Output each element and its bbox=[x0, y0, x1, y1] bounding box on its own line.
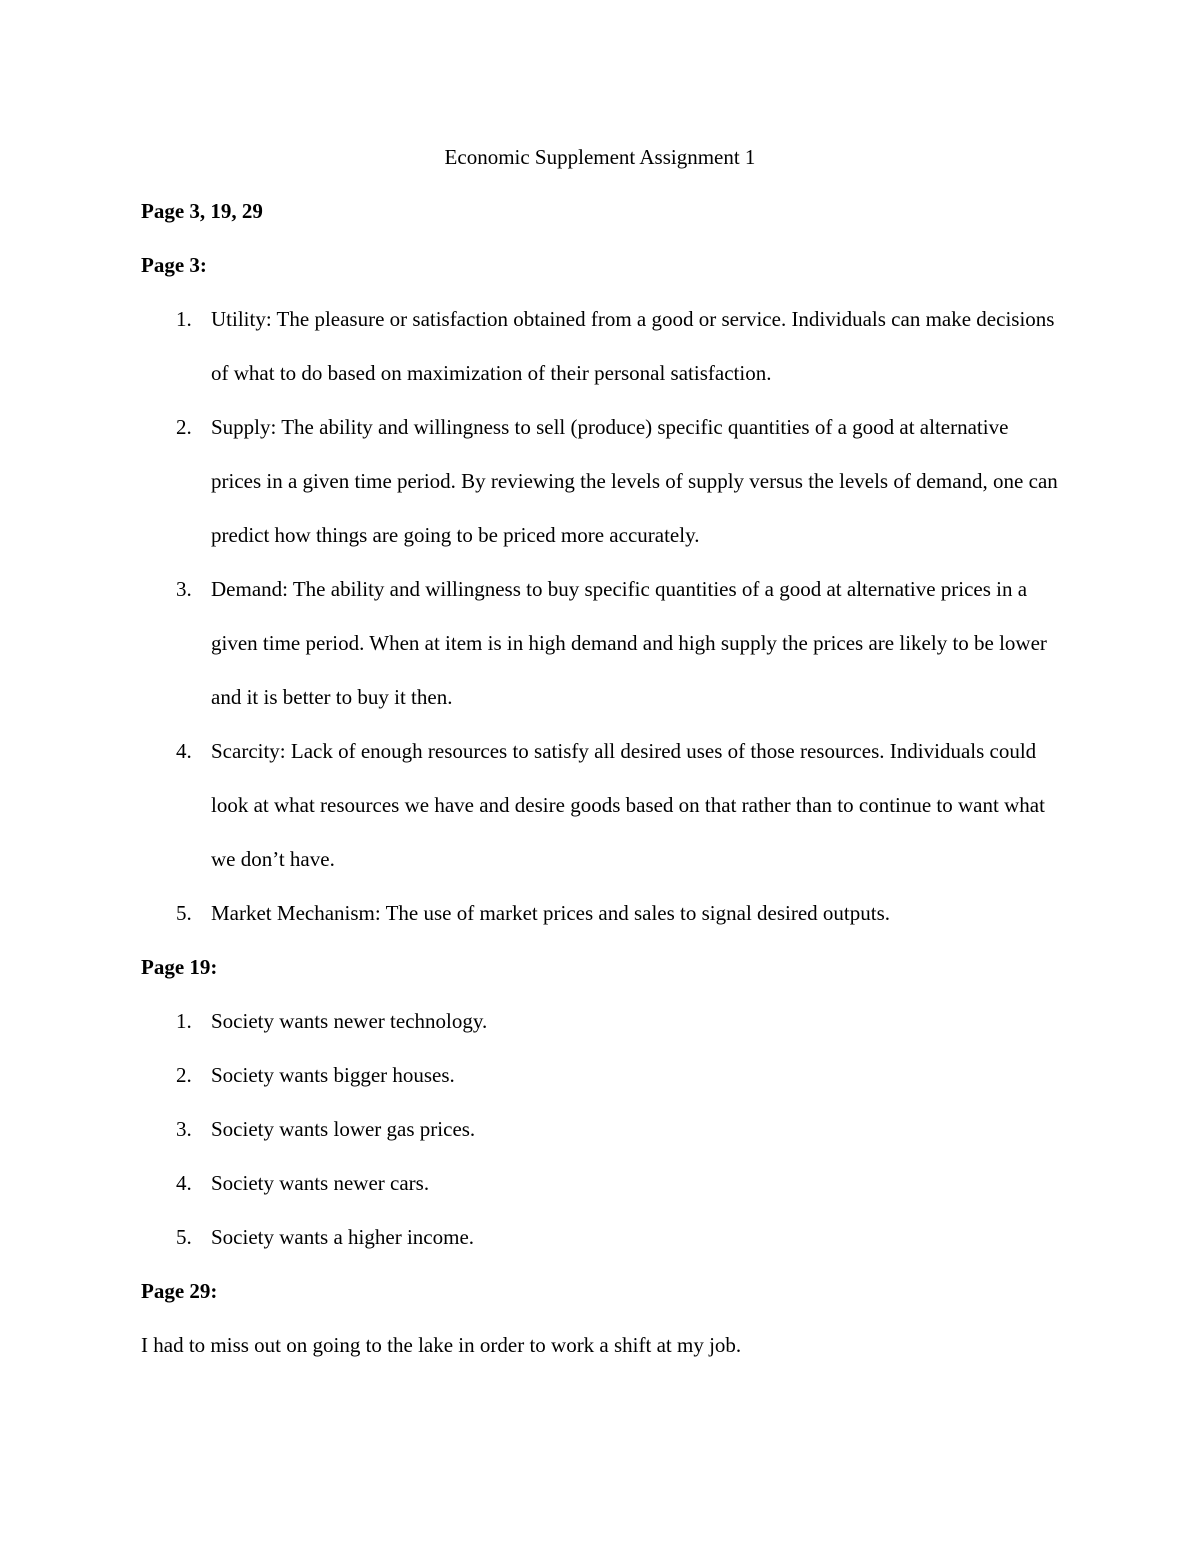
section-heading-page-29: Page 29: bbox=[141, 1279, 218, 1303]
document-title: Economic Supplement Assignment 1 bbox=[444, 145, 756, 169]
section-heading-page-3: Page 3: bbox=[141, 253, 207, 277]
list-item bbox=[141, 886, 1061, 940]
list-item-number: 5. bbox=[176, 901, 192, 925]
list-item-text: Market Mechanism: The use of market prices and sales to signal desired outputs. bbox=[211, 901, 891, 925]
page-29-paragraph: I had to miss out on going to the lake in order to work a shift at my job. bbox=[141, 1333, 742, 1357]
list-item-number: 4. bbox=[176, 739, 192, 763]
list-item bbox=[141, 1210, 1061, 1264]
document-body bbox=[141, 130, 1061, 1372]
list-item bbox=[141, 562, 1061, 724]
list-item-text: Society wants newer technology. bbox=[211, 1009, 488, 1033]
list-item bbox=[141, 994, 1061, 1048]
section-heading-page-19: Page 19: bbox=[141, 955, 218, 979]
list-item-text: Society wants a higher income. bbox=[211, 1225, 475, 1249]
list-item-text: Demand: The ability and willingness to buy specific quantities of a good at alternative prices in a given time period. When at item is in high demand and high supply the prices are likely to be lower and it is better to buy it then. bbox=[211, 577, 1047, 709]
list-item-number: 5. bbox=[176, 1225, 192, 1249]
list-item bbox=[141, 400, 1061, 562]
list-item bbox=[141, 724, 1061, 886]
list-item-number: 3. bbox=[176, 1117, 192, 1141]
list-item-text: Supply: The ability and willingness to sell (produce) specific quantities of a good at alternative prices in a given time period. By reviewing the levels of supply versus the levels of demand, one can predict how things are going to be priced more accurately. bbox=[211, 415, 1058, 547]
list-item-number: 4. bbox=[176, 1171, 192, 1195]
list-item-number: 1. bbox=[176, 307, 192, 331]
page-19-list bbox=[141, 994, 1061, 1264]
list-item-text: Society wants bigger houses. bbox=[211, 1063, 455, 1087]
page-3-list bbox=[141, 292, 1061, 940]
list-item-text: Utility: The pleasure or satisfaction obtained from a good or service. Individuals can make decisions of what to do based on maximization of their personal satisfaction. bbox=[211, 307, 1055, 385]
list-item bbox=[141, 1156, 1061, 1210]
list-item bbox=[141, 292, 1061, 400]
list-item-number: 2. bbox=[176, 1063, 192, 1087]
list-item-number: 1. bbox=[176, 1009, 192, 1033]
list-item-text: Society wants lower gas prices. bbox=[211, 1117, 476, 1141]
list-item-text: Society wants newer cars. bbox=[211, 1171, 430, 1195]
pages-heading: Page 3, 19, 29 bbox=[141, 199, 263, 223]
list-item bbox=[141, 1102, 1061, 1156]
list-item-text: Scarcity: Lack of enough resources to satisfy all desired uses of those resources. Individuals could look at what resources we have and desire goods based on that rather than to continue to want what we don’t have. bbox=[211, 739, 1045, 871]
list-item-number: 2. bbox=[176, 415, 192, 439]
list-item bbox=[141, 1048, 1061, 1102]
list-item-number: 3. bbox=[176, 577, 192, 601]
